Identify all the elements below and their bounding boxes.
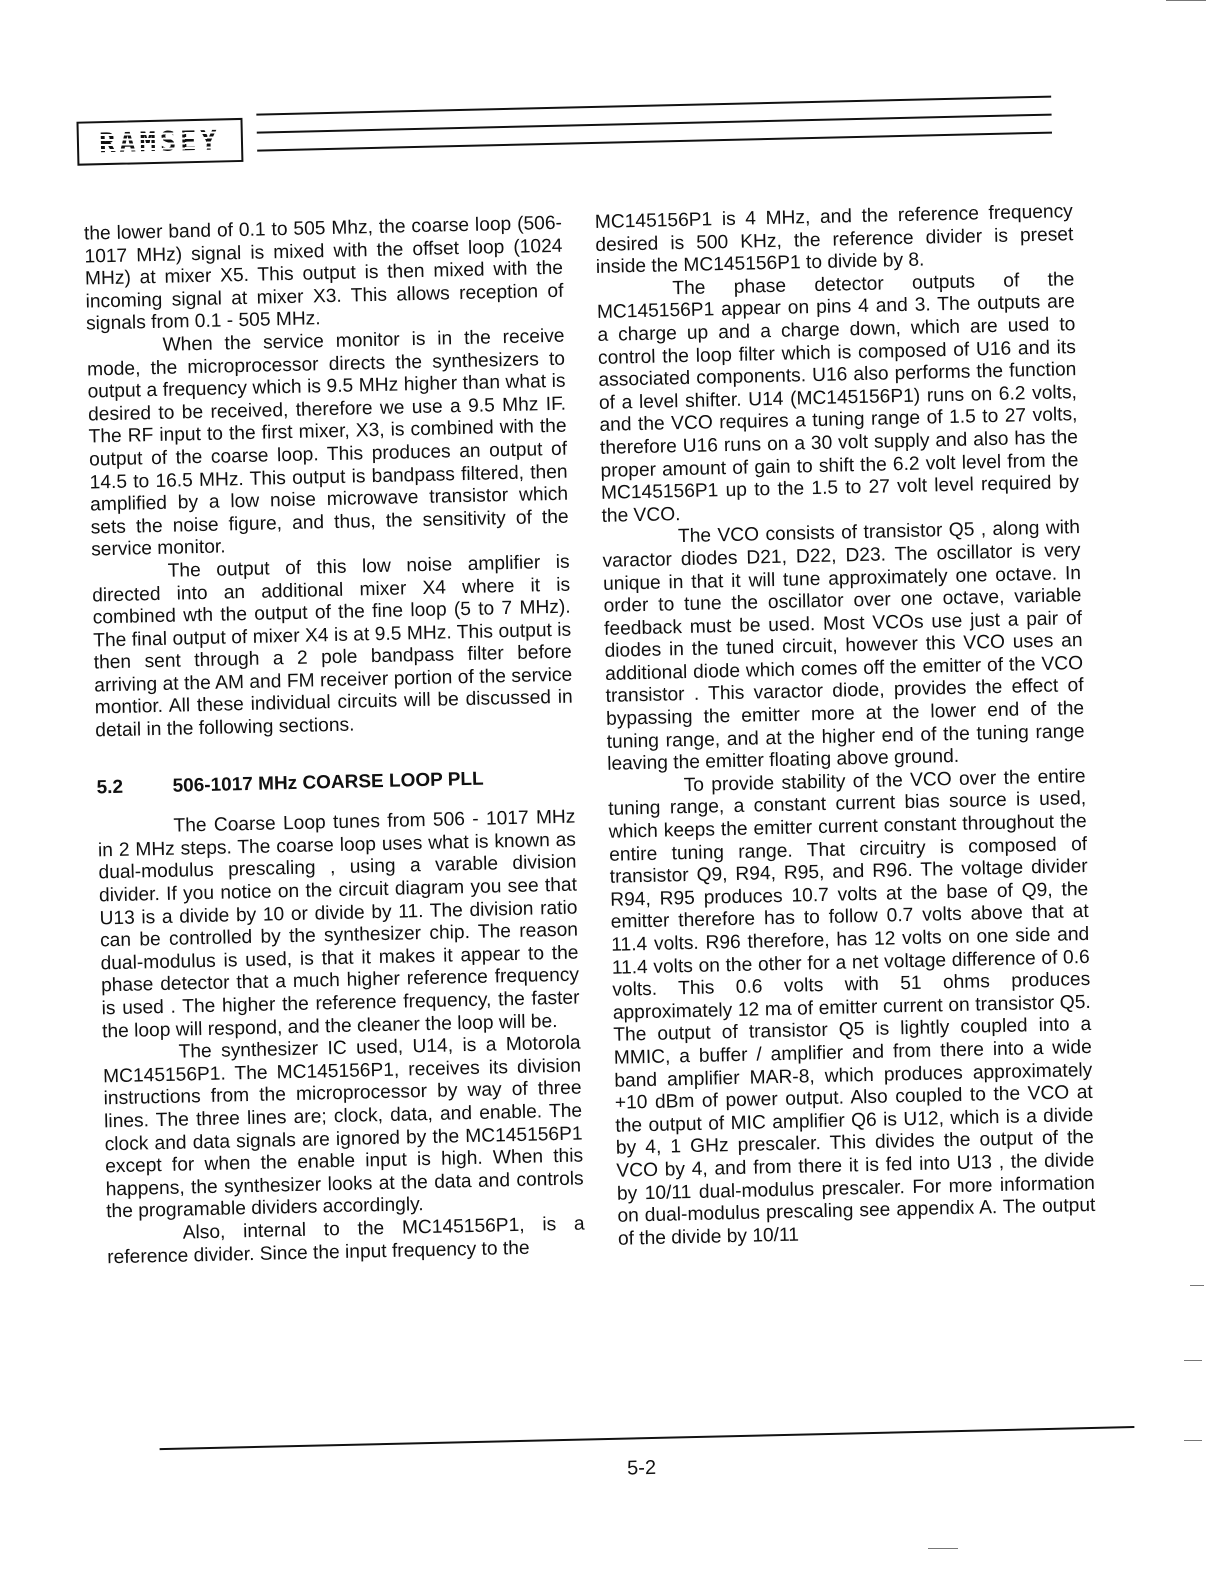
- footer-rule: [160, 1426, 1135, 1450]
- scan-edge-mark: [928, 1548, 958, 1549]
- section-number: 5.2: [96, 776, 124, 799]
- scan-edge-mark: [1190, 1285, 1204, 1286]
- right-paragraph-4: To provide stability of the VCO over the entire tuning range, a constant current bias source is used, which keeps the emitter current constant throughout the entire tuning range. That circuitry is composed of transistor Q9, R94, R95, and R96. The voltage divider R94, R95 produces 10.7 volts at the base of Q9, the emitter therefore has to follow 0.7 volts above that at 11.4 volts. R96 therefore, has 12 volts on one side and 11.4 volts on the other for a net voltage difference of 0.6 volts. This 0.6 volts with 51 ohms produces approximately 12 ma of emitter current on transistor Q5. The output of transistor Q5 is lightly coupled into a MMIC, a buffer / amplifier and from there into a wide band amplifier MAR-8, which produces approximately +10 dBm of power output. Also coupled to the VCO at the output of MIC amplifier Q6 is U12, which is a divide by 4, 1 GHz prescaler. This divides the output of the VCO by 4, and from there it is fed into U13 , the divide by 10/11 dual-modulus prescaler. For more information on dual-modulus prescaling see appendix A. The output of the divide by 10/11: [607, 765, 1096, 1250]
- header-rule-middle: [257, 114, 1052, 134]
- page-number: 5-2: [626, 1456, 657, 1480]
- right-paragraph-1: MC145156P1 is 4 MHz, and the reference frequency desired is 500 KHz, the reference divider is preset inside the MC145156P1 to divide by 8.: [594, 201, 1074, 279]
- scan-edge-mark: [1166, 0, 1206, 1]
- logo-text: RAMSEY: [98, 124, 222, 159]
- section-heading: [96, 766, 574, 799]
- scan-edge-mark: [1184, 1440, 1202, 1441]
- left-column: [84, 213, 586, 1270]
- left-paragraph-5: The synthesizer IC used, U14, is a Motorola MC145156P1. The MC145156P1, receives its division instructions from the microprocessor by way of three lines. The three lines are; clock, data, and enable. The clock and data signals are ignored by the MC145156P1 except for when the enable input is high. When this happens, the synthesizer looks at the data and controls the programable dividers accordingly.: [102, 1032, 584, 1223]
- right-paragraph-3: The VCO consists of transistor Q5 , along with varactor diodes D21, D22, D23. The oscillator is very unique in that it will tune approximately one octave. In order to tune the oscillator over one octave, variable feedback must be used. Most VCOs use just a pair of diodes in the tuned circuit, however this VCO uses an additional diode which comes off the emitter of the VCO transistor . This varactor diode, provides the effect of bypassing the emitter more at the lower end of the tuning range, and at the higher end of the tuning range leaving the emitter floating above ground.: [602, 517, 1085, 776]
- left-paragraph-2: When the service monitor is in the receive mode, the microprocessor directs the synthesizers to output a frequency which is 9.5 MHz higher than what is desired to be received, therefore we use a 9.5 Mhz IF. The RF input to the first mixer, X3, is combined with the output of the coarse loop. This produces an output of 14.5 to 16.5 MHz. This output is bandpass filtered, then amplified by a low noise microwave transistor which sets the noise figure, and thus, the sensitivity of the service monitor.: [86, 325, 569, 561]
- left-paragraph-1: the lower band of 0.1 to 505 Mhz, the coarse loop (506-1017 MHz) signal is mixed with the offset loop (1024 MHz) at mixer X5. This output is then mixed with the incoming signal at mixer X3. This allows reception of signals from 0.1 - 505 MHz.: [83, 212, 564, 335]
- left-paragraph-3: The output of this low noise amplifier is directed into an additional mixer X4 where it is combined wth the output of the fine loop (5 to 7 MHz). The final output of mixer X4 is at 9.5 MHz. This output is then sent through a 2 pole bandpass filter before arriving at the AM and FM receiver portion of the service montior. All these individual circuits will be discussed in detail in the following sections.: [91, 551, 573, 742]
- ramsey-logo: [76, 118, 243, 166]
- left-paragraph-4: The Coarse Loop tunes from 506 - 1017 MHz in 2 MHz steps. The coarse loop uses what is known as dual-modulus prescaling , using a varable division divider. If you notice on the circuit diagram you see that U13 is a divide by 10 or divide by 11. The division ratio can be controlled by the synthesizer chip. The reason dual-modulus is used, is that it makes it appear to the phase detector that a much higher reference frequency is used . The higher the reference frequency, the faster the loop will respond, and the cleaner the loop will be.: [97, 806, 580, 1042]
- header-rule-top: [256, 96, 1051, 116]
- right-column: [595, 201, 1096, 1251]
- right-paragraph-2: The phase detector outputs of the MC145156P1 appear on pins 4 and 3. The outputs are a charge up and a charge down, which are used to control the loop filter which is composed of U16 and its associated components. U16 also performs the function of a level shifter. U14 (MC145156P1) runs on 6.2 volts, and the VCO requires a tuning range of 1.5 to 27 volts, therefore U16 runs on a 30 volt supply and also has the proper amount of gain to shift the 6.2 volt level from the MC145156P1 up to the 1.5 to 27 volt level required by the VCO.: [596, 268, 1080, 527]
- left-paragraph-6: Also, internal to the MC145156P1, is a reference divider. Since the input frequency to the: [107, 1213, 585, 1268]
- header-rule-bottom: [257, 132, 1052, 152]
- section-title: 506-1017 MHz COARSE LOOP PLL: [172, 768, 484, 797]
- scan-edge-mark: [1184, 1360, 1202, 1361]
